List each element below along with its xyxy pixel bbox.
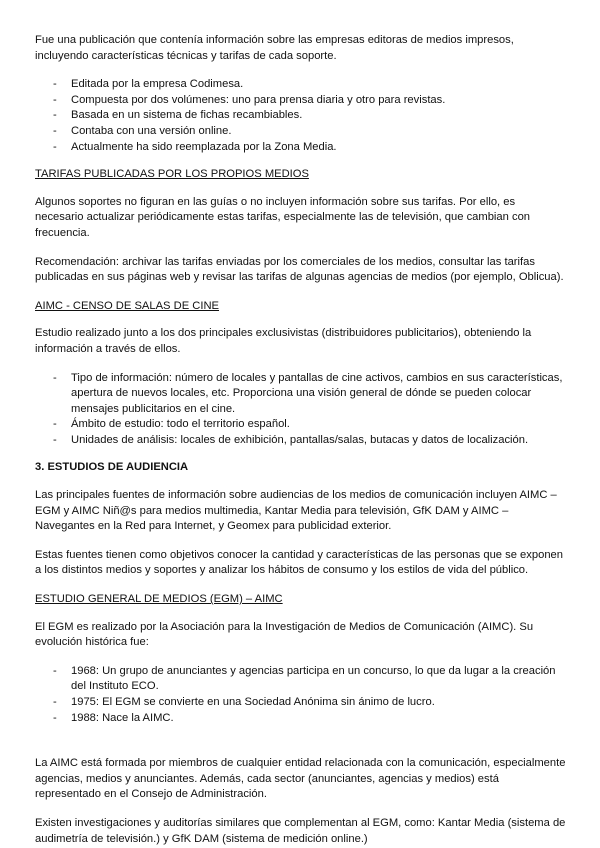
aimc-cine-bullet-list bbox=[35, 371, 566, 449]
list-item: - 1968: Un grupo de anunciantes y agencias participa en un concurso, lo que da lugar a la creación del Instituto ECO. bbox=[35, 664, 566, 695]
egm-heading: ESTUDIO GENERAL DE MEDIOS (EGM) – AIMC bbox=[35, 593, 283, 606]
list-item: - Contaba con una versión online. bbox=[35, 124, 566, 140]
list-item: - 1988: Nace la AIMC. bbox=[35, 711, 566, 727]
list-item: - Unidades de análisis: locales de exhibición, pantallas/salas, butacas y datos de localización. bbox=[35, 433, 566, 449]
list-item: - Tipo de información: número de locales y pantallas de cine activos, cambios en sus características, apertura de nuevos locales, etc. Proporciona una visión general de dónde se pueden colocar mensajes publicitarios en el cine. bbox=[35, 371, 566, 418]
recomendacion-paragraph: Recomendación: archivar las tarifas enviadas por los comerciales de los medios, consultar las tarifas publicadas en sus páginas web y revisar las tarifas de algunas agencias de medios (por ejemplo, Oblicua). bbox=[35, 255, 564, 284]
tarifas-heading: TARIFAS PUBLICADAS POR LOS PROPIOS MEDIOS bbox=[35, 168, 309, 181]
investigaciones-paragraph: Existen investigaciones y auditorías similares que complementan al EGM, como: Kantar Media (sistema de audimetría de televisión.) y GfK DAM (sistema de medición online.) bbox=[35, 816, 566, 845]
spacer bbox=[35, 738, 566, 756]
estudios-paragraph-sources: Las principales fuentes de información sobre audiencias de los medios de comunicación incluyen AIMC – EGM y AIMC Niñ@s para medios multimedia, Kantar Media para televisión, GfK DAM y AIMC – Navegantes en la Red para Internet, y Geomex para publicidad exterior. bbox=[35, 489, 557, 533]
intro-paragraph: Fue una publicación que contenía información sobre las empresas editoras de medios impresos, incluyendo características técnicas y tarifas de cada soporte. bbox=[35, 34, 514, 62]
estudios-heading: 3. ESTUDIOS DE AUDIENCIA bbox=[35, 461, 189, 474]
aimc-cine-heading: AIMC - CENSO DE SALAS DE CINE bbox=[35, 299, 220, 312]
list-item: - Compuesta por dos volúmenes: uno para prensa diaria y otro para revistas. bbox=[35, 93, 566, 109]
egm-bullet-list bbox=[35, 664, 566, 726]
aimc-members-paragraph: La AIMC está formada por miembros de cualquier entidad relacionada con la comunicación, especialmente agencias, medios y anunciantes. Además, cada sector (anunciantes, agencias y medios) está representado en el Consejo de Administración. bbox=[35, 757, 566, 801]
list-item: - Editada por la empresa Codimesa. bbox=[35, 77, 566, 93]
egm-paragraph: El EGM es realizado por la Asociación para la Investigación de Medios de Comunicación (AIMC). Su evolución histórica fue: bbox=[35, 620, 534, 649]
intro-bullet-list bbox=[35, 77, 566, 155]
tarifas-paragraph: Algunos soportes no figuran en las guías o no incluyen información sobre sus tarifas. Por ello, es necesario actualizar periódicamente estas tarifas, especialmente las de televisión, que cambian con frecuencia. bbox=[35, 195, 531, 239]
aimc-cine-paragraph: Estudio realizado junto a los dos principales exclusivistas (distribuidores publicitarios), obteniendo la información a través de ellos. bbox=[35, 327, 532, 355]
estudios-paragraph-objectives: Estas fuentes tienen como objetivos conocer la cantidad y características de las personas que se exponen a los distintos medios y soportes y analizar los hábitos de consumo y los estilos de vida del público. bbox=[35, 548, 563, 577]
list-item: - 1975: El EGM se convierte en una Sociedad Anónima sin ánimo de lucro. bbox=[35, 695, 566, 711]
list-item: - Ámbito de estudio: todo el territorio español. bbox=[35, 417, 566, 433]
list-item: - Basada en un sistema de fichas recambiables. bbox=[35, 108, 566, 124]
list-item: - Actualmente ha sido reemplazada por la Zona Media. bbox=[35, 140, 566, 156]
